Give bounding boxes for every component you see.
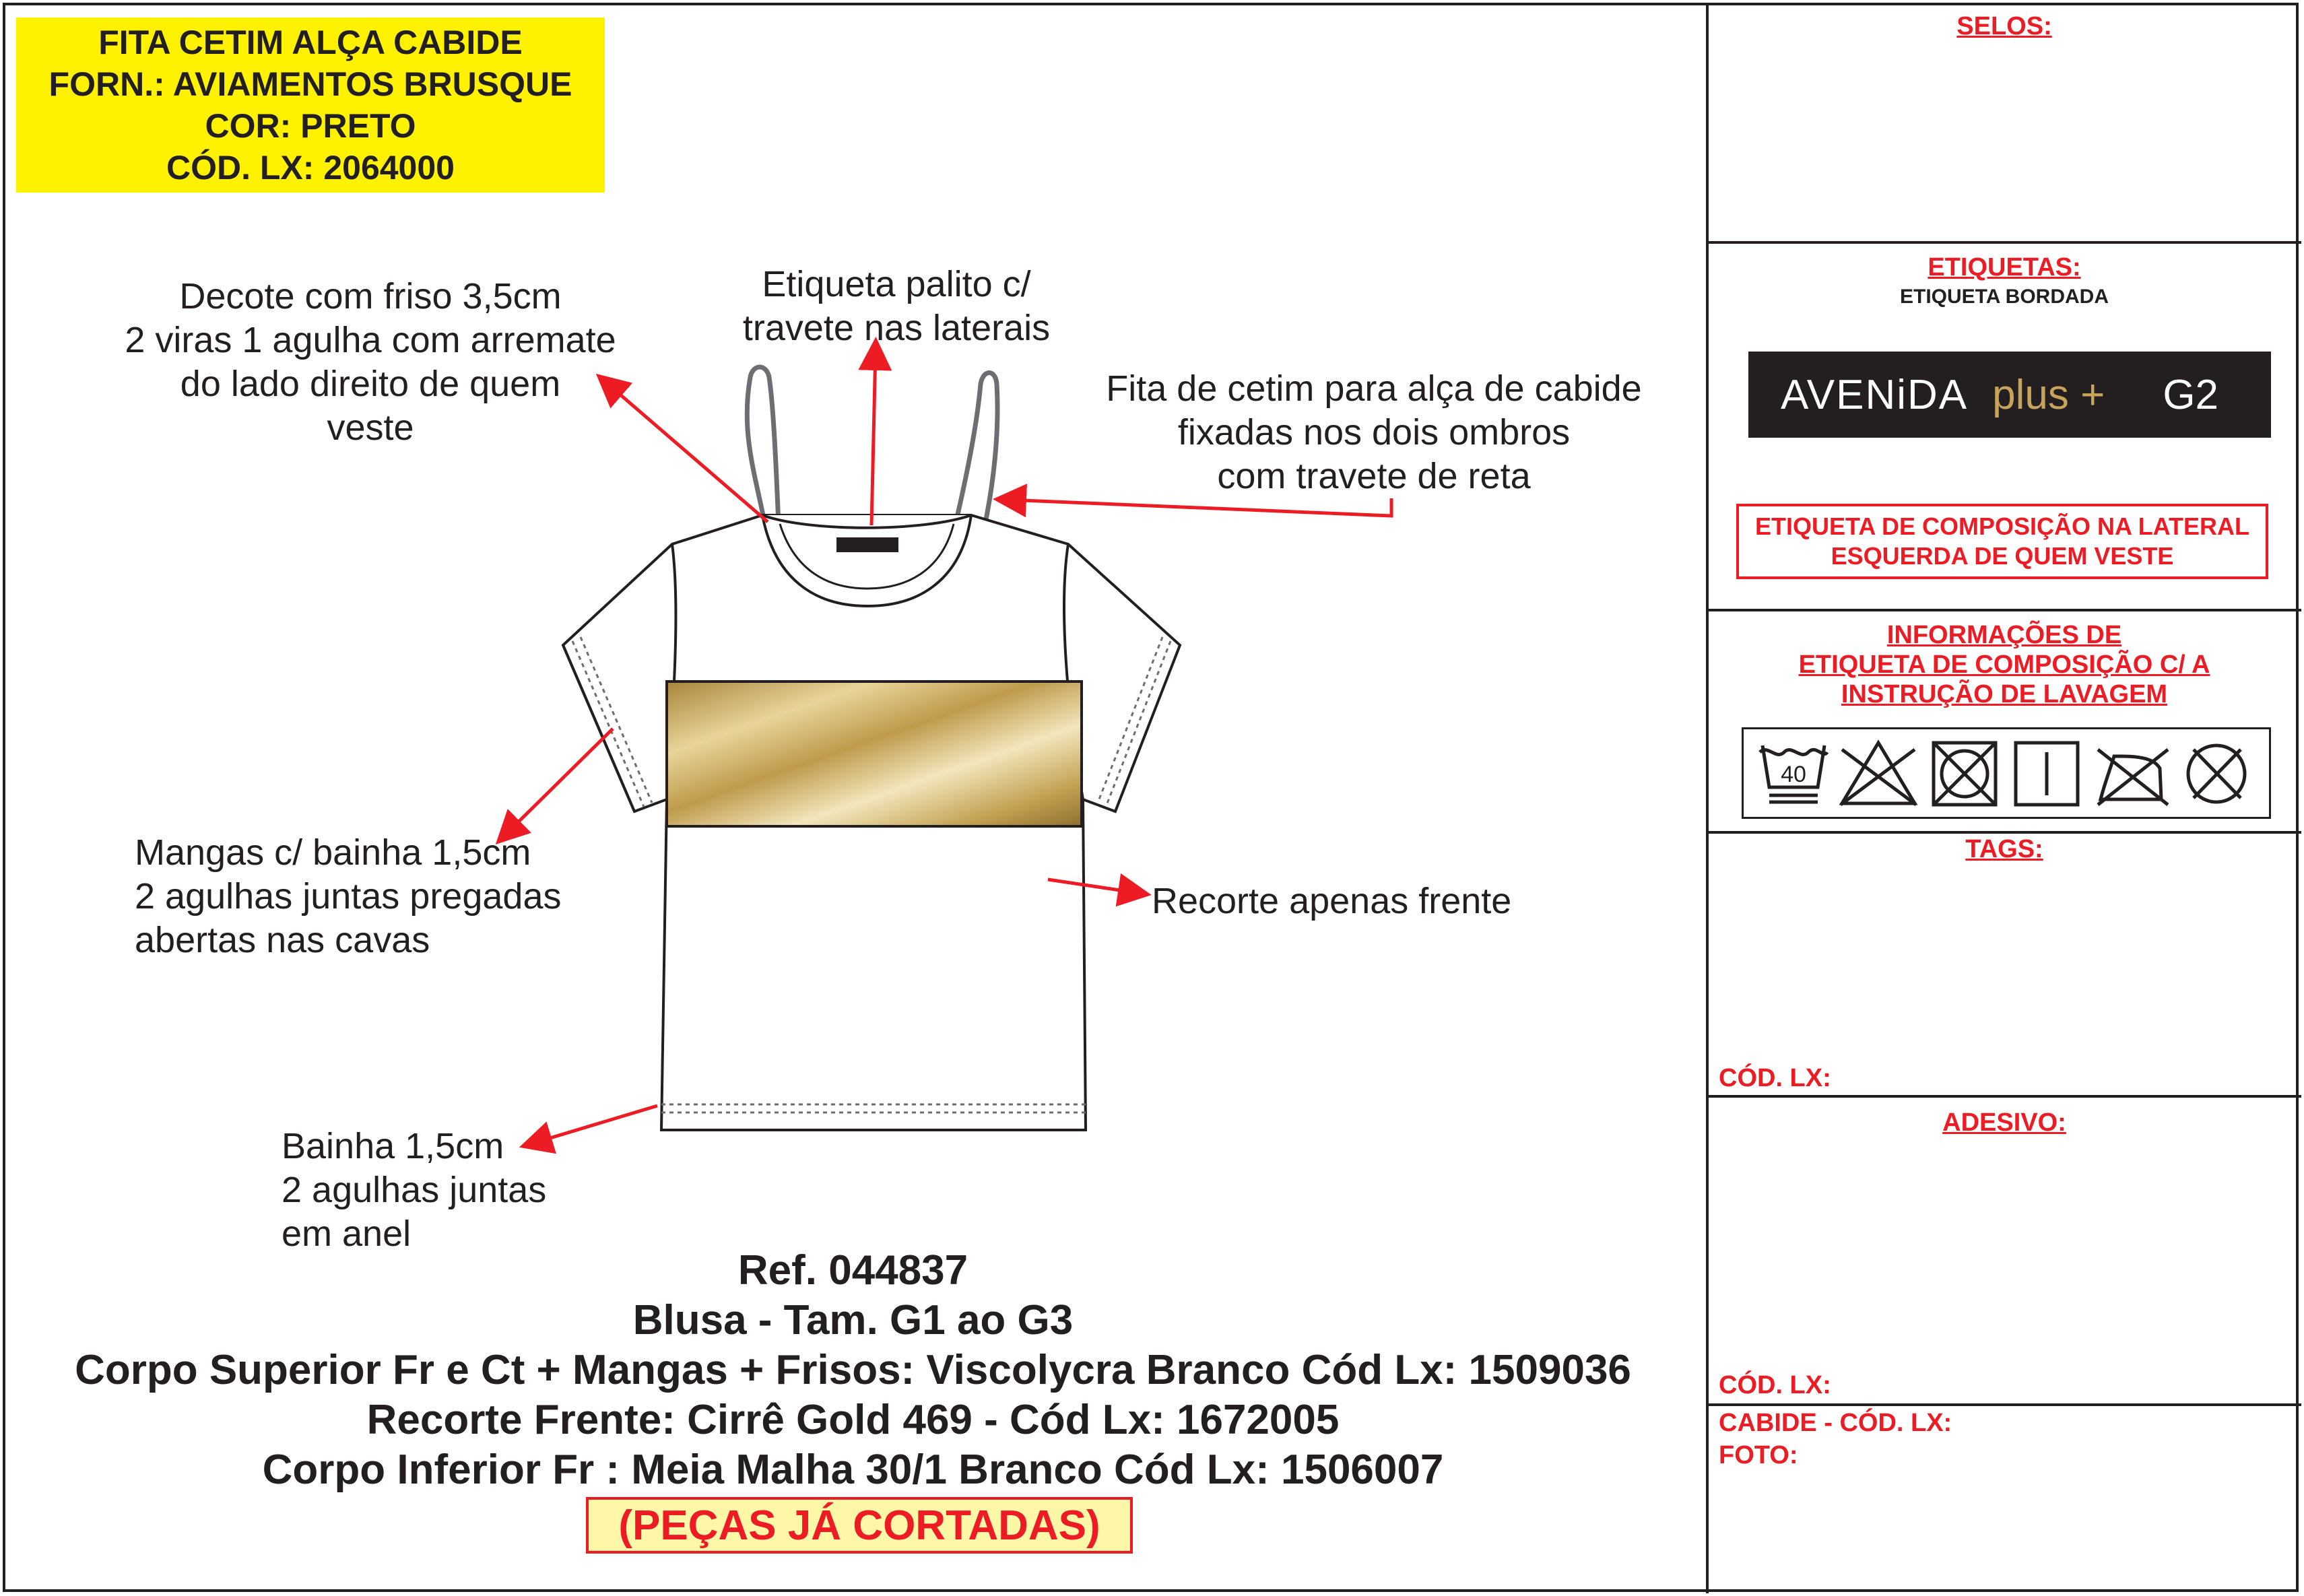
photo-label: FOTO: xyxy=(1719,1441,1798,1469)
note-sleeves-line-3: abertas nas cavas xyxy=(135,920,430,960)
spec-ref: Ref. 044837 xyxy=(737,1247,968,1294)
note-hanger-tape-line-2: fixadas nos dois ombros xyxy=(1177,412,1571,453)
note-neckline xyxy=(101,275,640,450)
labels-title: ETIQUETAS: xyxy=(1928,253,2081,281)
no-dry-clean-icon xyxy=(2188,745,2245,802)
brand-label xyxy=(1748,352,2271,438)
sticker-cod: CÓD. LX: xyxy=(1719,1371,1831,1399)
sticker-title: ADESIVO: xyxy=(1942,1108,2066,1137)
note-sleeves xyxy=(135,831,647,962)
seals-title: SELOS: xyxy=(1956,12,2052,40)
care-title-2: ETIQUETA DE COMPOSIÇÃO C/ A xyxy=(1798,651,2210,679)
note-label-tab xyxy=(718,263,1075,350)
care-symbols-svg xyxy=(1744,729,2269,817)
no-bleach-icon xyxy=(1841,743,1916,805)
supplier-line-3: COR: PRETO xyxy=(205,107,416,145)
care-title-3: INSTRUÇÃO DE LAVAGEM xyxy=(1841,680,2168,708)
care-title-1: INFORMAÇÕES DE xyxy=(1886,621,2122,649)
brand-name: AVENiDA xyxy=(1781,371,1969,418)
note-hem-line-2: 2 agulhas juntas xyxy=(282,1170,547,1210)
note-hanger-tape-line-1: Fita de cetim para alça de cabide xyxy=(1106,368,1642,409)
note-hem xyxy=(282,1125,618,1256)
panel-separator-care xyxy=(1707,831,2301,834)
composition-line-2: ESQUERDA DE QUEM VESTE xyxy=(1831,542,2174,570)
supplier-line-1: FITA CETIM ALÇA CABIDE xyxy=(98,24,523,61)
composition-line-1: ETIQUETA DE COMPOSIÇÃO NA LATERAL xyxy=(1755,512,2249,540)
note-neckline-line-1: Decote com friso 3,5cm xyxy=(179,276,562,317)
panel-separator-tags xyxy=(1707,1095,2301,1098)
gold-front-panel xyxy=(667,681,1082,826)
note-sleeves-line-2: 2 agulhas juntas pregadas xyxy=(135,876,562,917)
note-hanger-tape xyxy=(1064,367,1684,498)
tags-title: TAGS: xyxy=(1965,835,2043,863)
care-symbols xyxy=(1742,727,2271,819)
spec-upper-body: Corpo Superior Fr e Ct + Mangas + Frisos: Viscolycra Branco Cód Lx: 1509036 xyxy=(75,1347,1631,1393)
spec-lower-body: Corpo Inferior Fr : Meia Malha 30/1 Branco Cód Lx: 1506007 xyxy=(262,1447,1444,1493)
hanger-strap-left xyxy=(747,367,779,525)
note-neckline-line-2: 2 viras 1 agulha com arremate xyxy=(125,320,616,360)
note-neckline-line-4: veste xyxy=(327,407,414,448)
arrow-label-tab xyxy=(871,350,876,525)
note-neckline-line-3: do lado direito de quem xyxy=(180,364,561,404)
cut-notice: (PEÇAS JÁ CORTADAS) xyxy=(586,1497,1133,1554)
panel-separator-sticker xyxy=(1707,1403,2301,1406)
wash-40-icon xyxy=(1760,745,1827,802)
note-hem-line-1: Bainha 1,5cm xyxy=(282,1126,504,1166)
note-sleeves-line-1: Mangas c/ bainha 1,5cm xyxy=(135,832,531,873)
spec-front-cut: Recorte Frente: Cirrê Gold 469 - Cód Lx: 1672005 xyxy=(366,1397,1340,1443)
arrow-hanger-tape xyxy=(1006,498,1391,516)
supplier-line-2: FORN.: AVIAMENTOS BRUSQUE xyxy=(48,65,572,103)
spec-product: Blusa - Tam. G1 ao G3 xyxy=(632,1297,1074,1343)
tags-cod: CÓD. LX: xyxy=(1719,1064,1831,1092)
line-dry-icon xyxy=(2016,743,2078,805)
hanger-cod: CABIDE - CÓD. LX: xyxy=(1719,1409,1952,1437)
neck-label xyxy=(836,537,898,552)
arrow-sleeve xyxy=(505,729,613,835)
note-label-tab-line-2: travete nas laterais xyxy=(742,308,1051,348)
note-front-cut: Recorte apenas frente xyxy=(1152,881,1512,921)
composition-label-note xyxy=(1736,504,2268,579)
note-hanger-tape-line-3: com travete de reta xyxy=(1217,456,1531,496)
panel-separator-labels xyxy=(1707,609,2301,611)
brand-line: plus + xyxy=(1992,371,2105,418)
panel-separator-seals xyxy=(1707,241,2301,244)
wash-temperature: 40 xyxy=(1781,762,1806,787)
supplier-line-4: CÓD. LX: 2064000 xyxy=(166,149,455,187)
no-iron-icon xyxy=(2098,750,2168,805)
labels-subtitle: ETIQUETA BORDADA xyxy=(1900,286,2109,308)
no-tumble-dry-icon xyxy=(1934,743,1996,805)
brand-size: G2 xyxy=(2163,371,2219,418)
note-label-tab-line-1: Etiqueta palito c/ xyxy=(762,264,1031,304)
note-hem-line-3: em anel xyxy=(282,1213,412,1254)
